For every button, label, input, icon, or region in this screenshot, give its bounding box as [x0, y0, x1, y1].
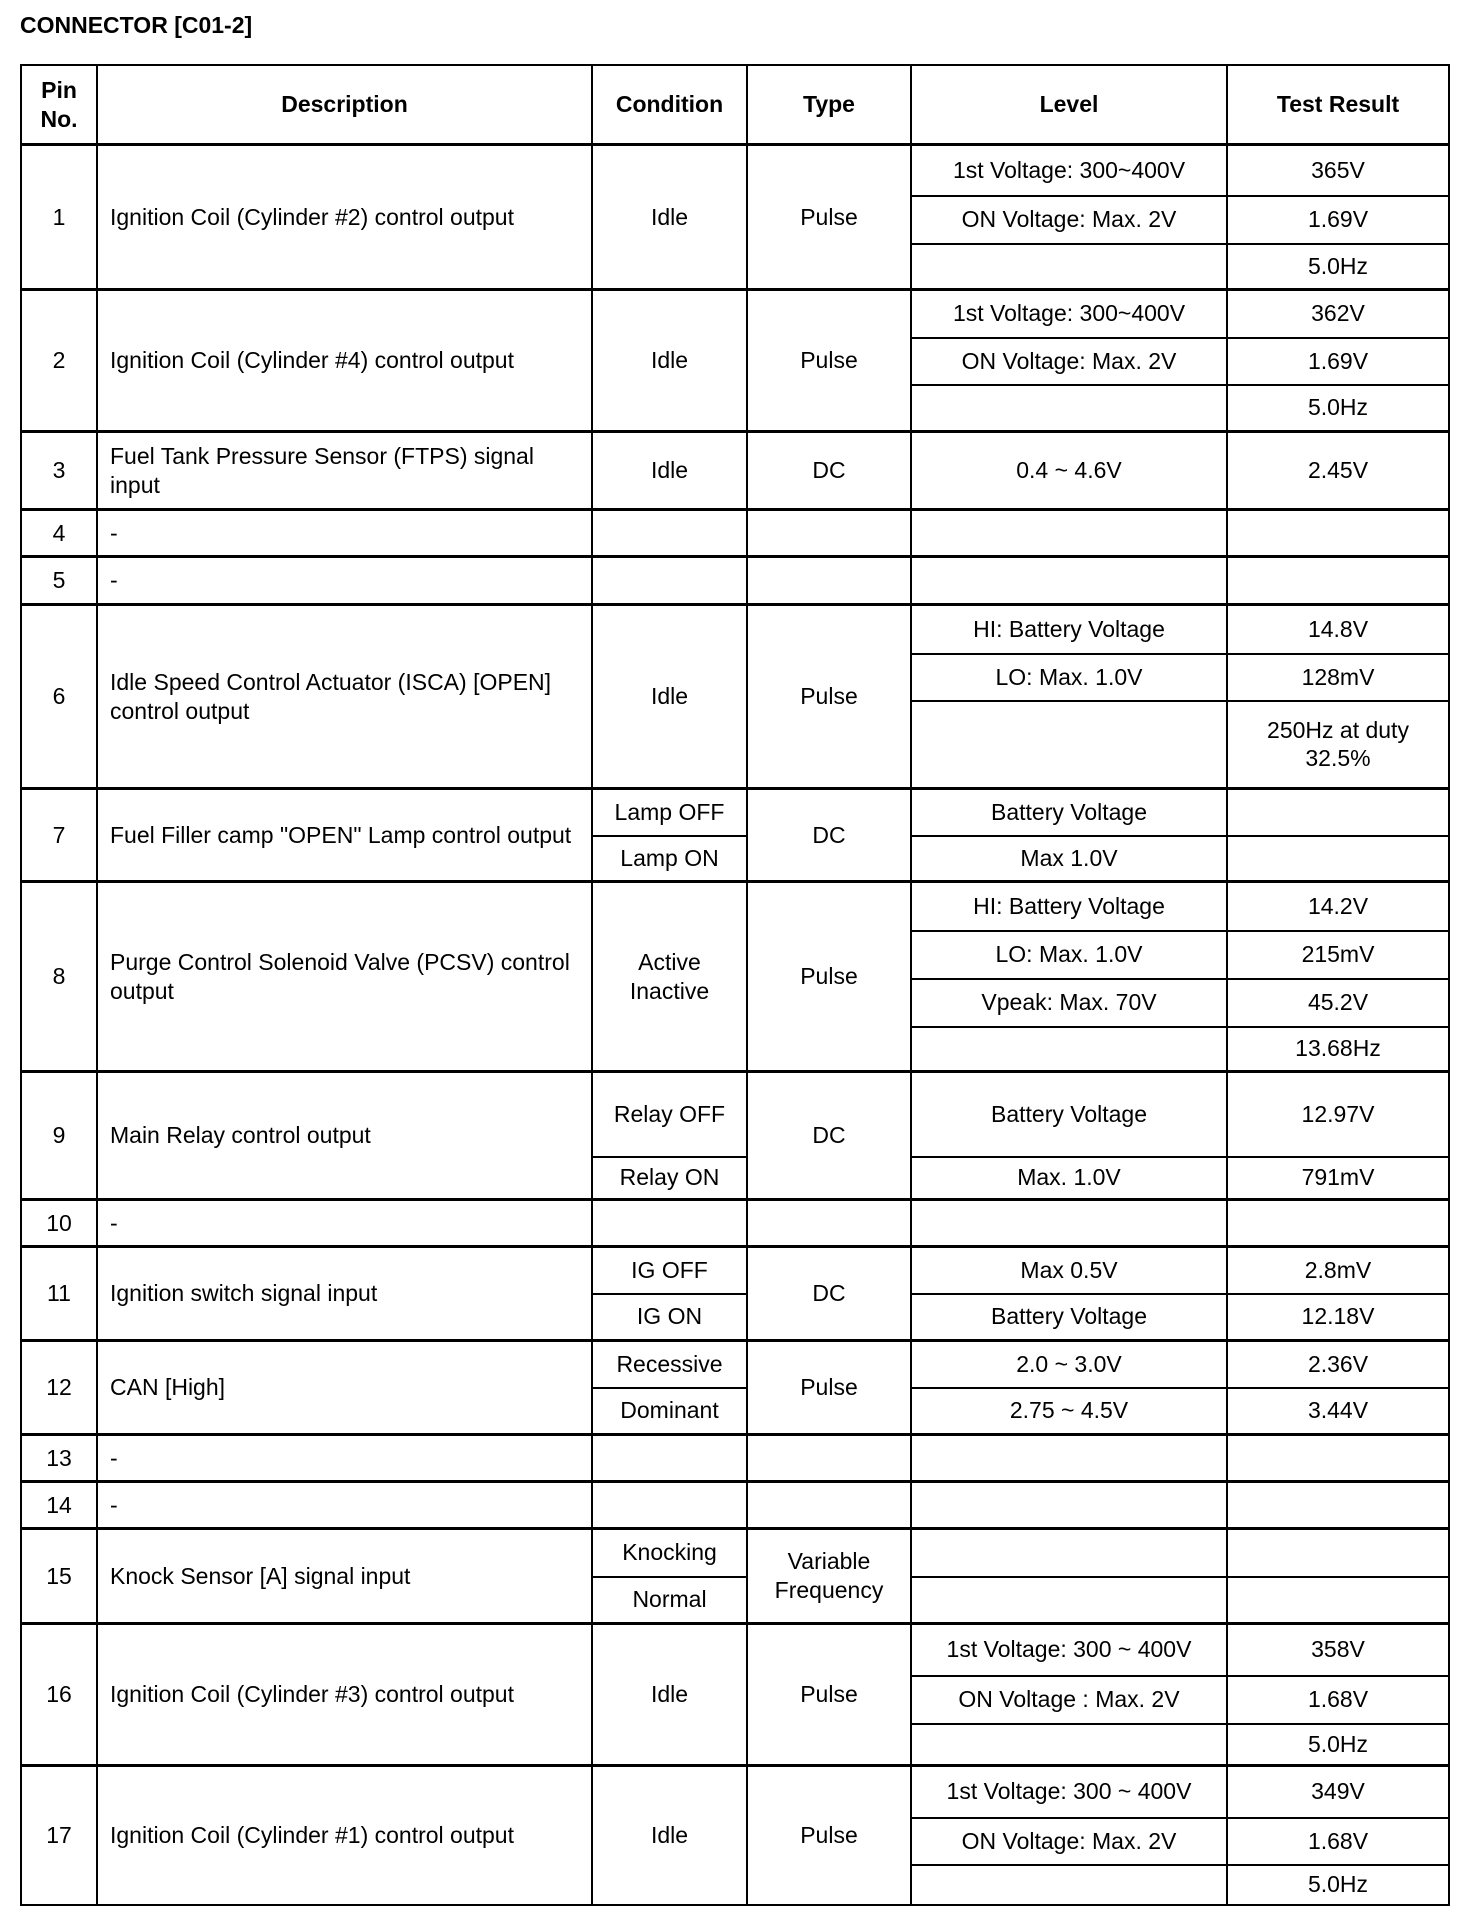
pin-level	[911, 1865, 1227, 1905]
pin-condition: Active Inactive	[592, 882, 747, 1072]
pin-type: Pulse	[747, 605, 911, 789]
pin-type	[747, 1482, 911, 1529]
pin-condition	[592, 1435, 747, 1482]
pin-row	[21, 1072, 1449, 1157]
pin-test-result: 5.0Hz	[1227, 1724, 1449, 1766]
pin-number: 14	[21, 1482, 97, 1529]
pin-level: 1st Voltage: 300 ~ 400V	[911, 1766, 1227, 1818]
pin-level	[911, 1577, 1227, 1624]
pin-condition: Lamp OFF	[592, 789, 747, 836]
header-row	[21, 65, 1449, 145]
pin-test-result: 358V	[1227, 1624, 1449, 1676]
pin-test-result: 215mV	[1227, 931, 1449, 979]
pin-level	[911, 1529, 1227, 1577]
pin-description: -	[97, 1200, 592, 1247]
pin-condition	[592, 1200, 747, 1247]
pin-condition: Idle	[592, 1624, 747, 1766]
pin-level	[911, 1200, 1227, 1247]
pin-level	[911, 244, 1227, 290]
pin-test-result: 45.2V	[1227, 979, 1449, 1027]
pin-row	[21, 605, 1449, 654]
pin-description: Main Relay control output	[97, 1072, 592, 1200]
pin-number: 5	[21, 557, 97, 605]
pin-number: 9	[21, 1072, 97, 1200]
pin-level: Max 1.0V	[911, 836, 1227, 882]
pin-number: 16	[21, 1624, 97, 1766]
pin-type: Pulse	[747, 1766, 911, 1905]
pin-number: 17	[21, 1766, 97, 1905]
pin-condition: Lamp ON	[592, 836, 747, 882]
pin-type	[747, 1200, 911, 1247]
pin-test-result: 13.68Hz	[1227, 1027, 1449, 1072]
pin-test-result: 14.8V	[1227, 605, 1449, 654]
pin-test-result	[1227, 557, 1449, 605]
pin-number: 7	[21, 789, 97, 882]
pin-condition: Relay OFF	[592, 1072, 747, 1157]
pin-row	[21, 1766, 1449, 1818]
pin-level: ON Voltage: Max. 2V	[911, 1818, 1227, 1865]
pin-level: 0.4 ~ 4.6V	[911, 432, 1227, 510]
pin-type: Pulse	[747, 145, 911, 290]
pin-level: Max 0.5V	[911, 1247, 1227, 1294]
pin-test-result: 5.0Hz	[1227, 385, 1449, 432]
pin-row	[21, 1529, 1449, 1577]
pin-test-result: 349V	[1227, 1766, 1449, 1818]
pin-row	[21, 510, 1449, 557]
pin-test-result: 128mV	[1227, 654, 1449, 701]
pin-description: Knock Sensor [A] signal input	[97, 1529, 592, 1624]
pin-condition: Normal	[592, 1577, 747, 1624]
pin-row	[21, 1247, 1449, 1294]
pin-number: 13	[21, 1435, 97, 1482]
pin-test-result: 12.97V	[1227, 1072, 1449, 1157]
pin-test-result	[1227, 1577, 1449, 1624]
pin-number: 4	[21, 510, 97, 557]
pin-level: Battery Voltage	[911, 1294, 1227, 1341]
pin-test-result	[1227, 1482, 1449, 1529]
pin-level: 2.75 ~ 4.5V	[911, 1388, 1227, 1435]
pin-type: Pulse	[747, 290, 911, 432]
pin-row	[21, 789, 1449, 836]
pin-description: Purge Control Solenoid Valve (PCSV) control output	[97, 882, 592, 1072]
pin-number: 12	[21, 1341, 97, 1435]
pin-test-result: 5.0Hz	[1227, 244, 1449, 290]
pin-condition: IG OFF	[592, 1247, 747, 1294]
pin-condition: Idle	[592, 290, 747, 432]
pin-number: 6	[21, 605, 97, 789]
header-level: Level	[911, 65, 1227, 145]
pin-description: Ignition Coil (Cylinder #1) control output	[97, 1766, 592, 1905]
pin-row	[21, 1200, 1449, 1247]
pin-test-result: 12.18V	[1227, 1294, 1449, 1341]
pin-condition: IG ON	[592, 1294, 747, 1341]
pin-condition: Relay ON	[592, 1157, 747, 1200]
pin-level	[911, 557, 1227, 605]
pin-description: Idle Speed Control Actuator (ISCA) [OPEN] control output	[97, 605, 592, 789]
pin-level	[911, 1724, 1227, 1766]
pin-test-result: 250Hz at duty 32.5%	[1227, 701, 1449, 789]
pin-number: 2	[21, 290, 97, 432]
pin-type: DC	[747, 1072, 911, 1200]
pin-description: Fuel Tank Pressure Sensor (FTPS) signal input	[97, 432, 592, 510]
pin-condition	[592, 1482, 747, 1529]
pin-test-result	[1227, 510, 1449, 557]
pin-type: Pulse	[747, 1624, 911, 1766]
pin-row	[21, 1482, 1449, 1529]
pin-description: CAN [High]	[97, 1341, 592, 1435]
pin-number: 1	[21, 145, 97, 290]
pin-test-result: 2.45V	[1227, 432, 1449, 510]
header-result: Test Result	[1227, 65, 1449, 145]
header-condition: Condition	[592, 65, 747, 145]
pin-condition: Idle	[592, 1766, 747, 1905]
pin-test-result: 791mV	[1227, 1157, 1449, 1200]
pin-level: LO: Max. 1.0V	[911, 931, 1227, 979]
pin-description: -	[97, 557, 592, 605]
pin-level	[911, 1482, 1227, 1529]
pin-condition: Dominant	[592, 1388, 747, 1435]
connector-title: CONNECTOR [C01-2]	[20, 12, 253, 38]
pin-number: 8	[21, 882, 97, 1072]
pin-test-result: 3.44V	[1227, 1388, 1449, 1435]
pin-description: -	[97, 1482, 592, 1529]
pin-description: -	[97, 510, 592, 557]
pin-description: -	[97, 1435, 592, 1482]
pin-description: Ignition Coil (Cylinder #4) control output	[97, 290, 592, 432]
pin-level	[911, 701, 1227, 789]
pin-level: Battery Voltage	[911, 789, 1227, 836]
pin-number: 15	[21, 1529, 97, 1624]
pin-row	[21, 432, 1449, 510]
pin-row	[21, 1624, 1449, 1676]
connector-pin-table	[20, 64, 1450, 1906]
pin-test-result: 365V	[1227, 145, 1449, 196]
pin-level: 1st Voltage: 300~400V	[911, 290, 1227, 338]
pin-test-result: 1.68V	[1227, 1818, 1449, 1865]
pin-test-result	[1227, 836, 1449, 882]
pin-type	[747, 510, 911, 557]
pin-level: ON Voltage: Max. 2V	[911, 338, 1227, 385]
pin-number: 10	[21, 1200, 97, 1247]
pin-test-result: 5.0Hz	[1227, 1865, 1449, 1905]
pin-row	[21, 145, 1449, 196]
pin-row	[21, 1341, 1449, 1388]
pin-type: DC	[747, 432, 911, 510]
pin-level	[911, 1027, 1227, 1072]
pin-test-result: 14.2V	[1227, 882, 1449, 931]
pin-level: HI: Battery Voltage	[911, 882, 1227, 931]
pin-type: Pulse	[747, 1341, 911, 1435]
pin-level: Max. 1.0V	[911, 1157, 1227, 1200]
pin-number: 11	[21, 1247, 97, 1341]
pin-test-result	[1227, 789, 1449, 836]
pin-number: 3	[21, 432, 97, 510]
pin-test-result: 362V	[1227, 290, 1449, 338]
pin-type: DC	[747, 1247, 911, 1341]
pin-description: Ignition Coil (Cylinder #2) control output	[97, 145, 592, 290]
pin-condition: Idle	[592, 605, 747, 789]
pin-test-result	[1227, 1529, 1449, 1577]
pin-level: 2.0 ~ 3.0V	[911, 1341, 1227, 1388]
pin-description: Ignition switch signal input	[97, 1247, 592, 1341]
pin-test-result: 1.69V	[1227, 196, 1449, 244]
pin-level: 1st Voltage: 300~400V	[911, 145, 1227, 196]
header-pin: Pin No.	[21, 65, 97, 145]
pin-condition	[592, 557, 747, 605]
pin-level: Battery Voltage	[911, 1072, 1227, 1157]
pin-level: ON Voltage: Max. 2V	[911, 196, 1227, 244]
pin-condition: Idle	[592, 432, 747, 510]
pin-test-result	[1227, 1200, 1449, 1247]
pin-condition: Idle	[592, 145, 747, 290]
pin-test-result: 1.68V	[1227, 1676, 1449, 1724]
pin-condition: Recessive	[592, 1341, 747, 1388]
pin-type: Variable Frequency	[747, 1529, 911, 1624]
pin-condition	[592, 510, 747, 557]
pin-row	[21, 290, 1449, 338]
pin-test-result: 1.69V	[1227, 338, 1449, 385]
pin-level: 1st Voltage: 300 ~ 400V	[911, 1624, 1227, 1676]
pin-level: Vpeak: Max. 70V	[911, 979, 1227, 1027]
pin-level: ON Voltage : Max. 2V	[911, 1676, 1227, 1724]
pin-description: Fuel Filler camp "OPEN" Lamp control output	[97, 789, 592, 882]
header-type: Type	[747, 65, 911, 145]
pin-level: LO: Max. 1.0V	[911, 654, 1227, 701]
pin-level	[911, 510, 1227, 557]
pin-type	[747, 1435, 911, 1482]
pin-level	[911, 1435, 1227, 1482]
pin-type: DC	[747, 789, 911, 882]
pin-test-result: 2.36V	[1227, 1341, 1449, 1388]
pin-row	[21, 882, 1449, 931]
pin-condition: Knocking	[592, 1529, 747, 1577]
pin-row	[21, 557, 1449, 605]
pin-test-result: 2.8mV	[1227, 1247, 1449, 1294]
pin-test-result	[1227, 1435, 1449, 1482]
pin-level: HI: Battery Voltage	[911, 605, 1227, 654]
header-description: Description	[97, 65, 592, 145]
pin-type	[747, 557, 911, 605]
pin-description: Ignition Coil (Cylinder #3) control output	[97, 1624, 592, 1766]
pin-row	[21, 1435, 1449, 1482]
pin-type: Pulse	[747, 882, 911, 1072]
pin-level	[911, 385, 1227, 432]
